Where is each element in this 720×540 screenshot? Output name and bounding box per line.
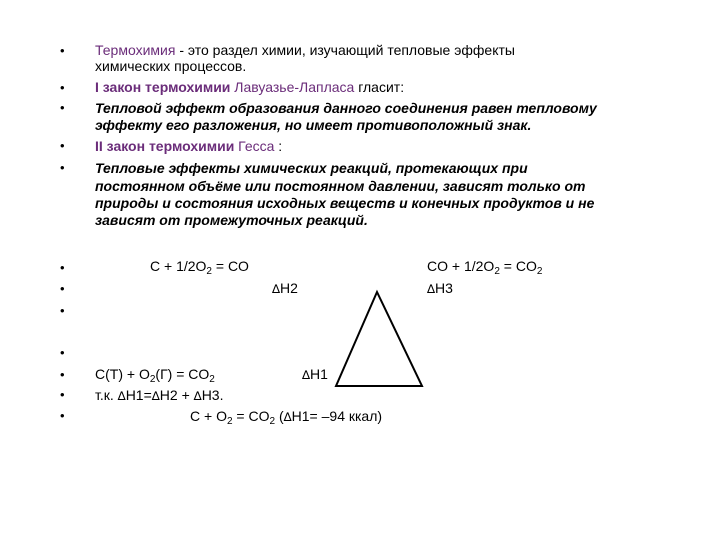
term-thermochemistry: Термохимия <box>95 42 176 58</box>
delta-h1-label: ∆H1 <box>302 366 328 382</box>
law2-text-line3: природы и состояния исходных веществ и конечных продуктов и не <box>95 195 595 211</box>
bullet: • <box>60 387 65 402</box>
combustion-result: $С + O_2 = CO_2$ (∆H1= –94 ккал) <box>190 408 383 427</box>
delta-h3-label: ∆H3 <box>427 280 453 296</box>
bullet: • <box>60 43 65 58</box>
thermochemistry-definition-line2: химических процессов. <box>95 58 247 74</box>
law1-tail: гласит: <box>354 79 405 95</box>
bullet: • <box>60 281 65 296</box>
bullet: • <box>60 367 65 382</box>
law2-text-line4: зависят от промежуточных реакций. <box>95 212 368 228</box>
delta-icon: ∆ <box>302 368 311 382</box>
law2-name: II закон термохимии <box>95 138 235 154</box>
hess-relation: т.к. ∆H1=∆H2 + ∆H3. <box>95 387 224 403</box>
law2-text-line1: Тепловые эффекты химических реакций, протекающих при <box>95 160 528 176</box>
delta-icon: ∆ <box>272 282 281 296</box>
law1-text-line2: эффекту его разложения, но имеет противоположный знак. <box>95 117 532 133</box>
bullet: • <box>60 138 65 153</box>
law2-tail: : <box>274 138 283 154</box>
delta-icon: ∆ <box>427 282 436 296</box>
law1-text-line1: Тепловой эффект образования данного соединения равен тепловому <box>95 100 597 116</box>
bullet: • <box>60 80 65 95</box>
law1-name: I закон термохимии <box>95 79 231 95</box>
equation-c-to-co: $С + 1/2O_2$ = CO <box>150 258 249 277</box>
law1-authors: Лавуазье-Лапласа <box>230 79 355 95</box>
bullet: • <box>60 303 65 318</box>
equation-co-to-co2: CO + $1/2O_2 = CO_2$ <box>427 258 543 277</box>
law2-authors: Гесса <box>234 138 275 154</box>
bullet: • <box>60 260 65 275</box>
bullet: • <box>60 160 65 175</box>
bullet: • <box>60 345 65 360</box>
bullet: • <box>60 100 65 115</box>
law2-text-line2: постоянном объёме или постоянном давлении, зависят только от <box>95 178 586 194</box>
bullet: • <box>60 408 65 423</box>
definition-text: - это раздел химии, изучающий тепловые эффекты <box>175 42 515 58</box>
overall-reaction: $С(Т) + O_2(Г) = CO_2$ <box>95 366 215 385</box>
delta-h2-label: ∆H2 <box>272 280 298 296</box>
